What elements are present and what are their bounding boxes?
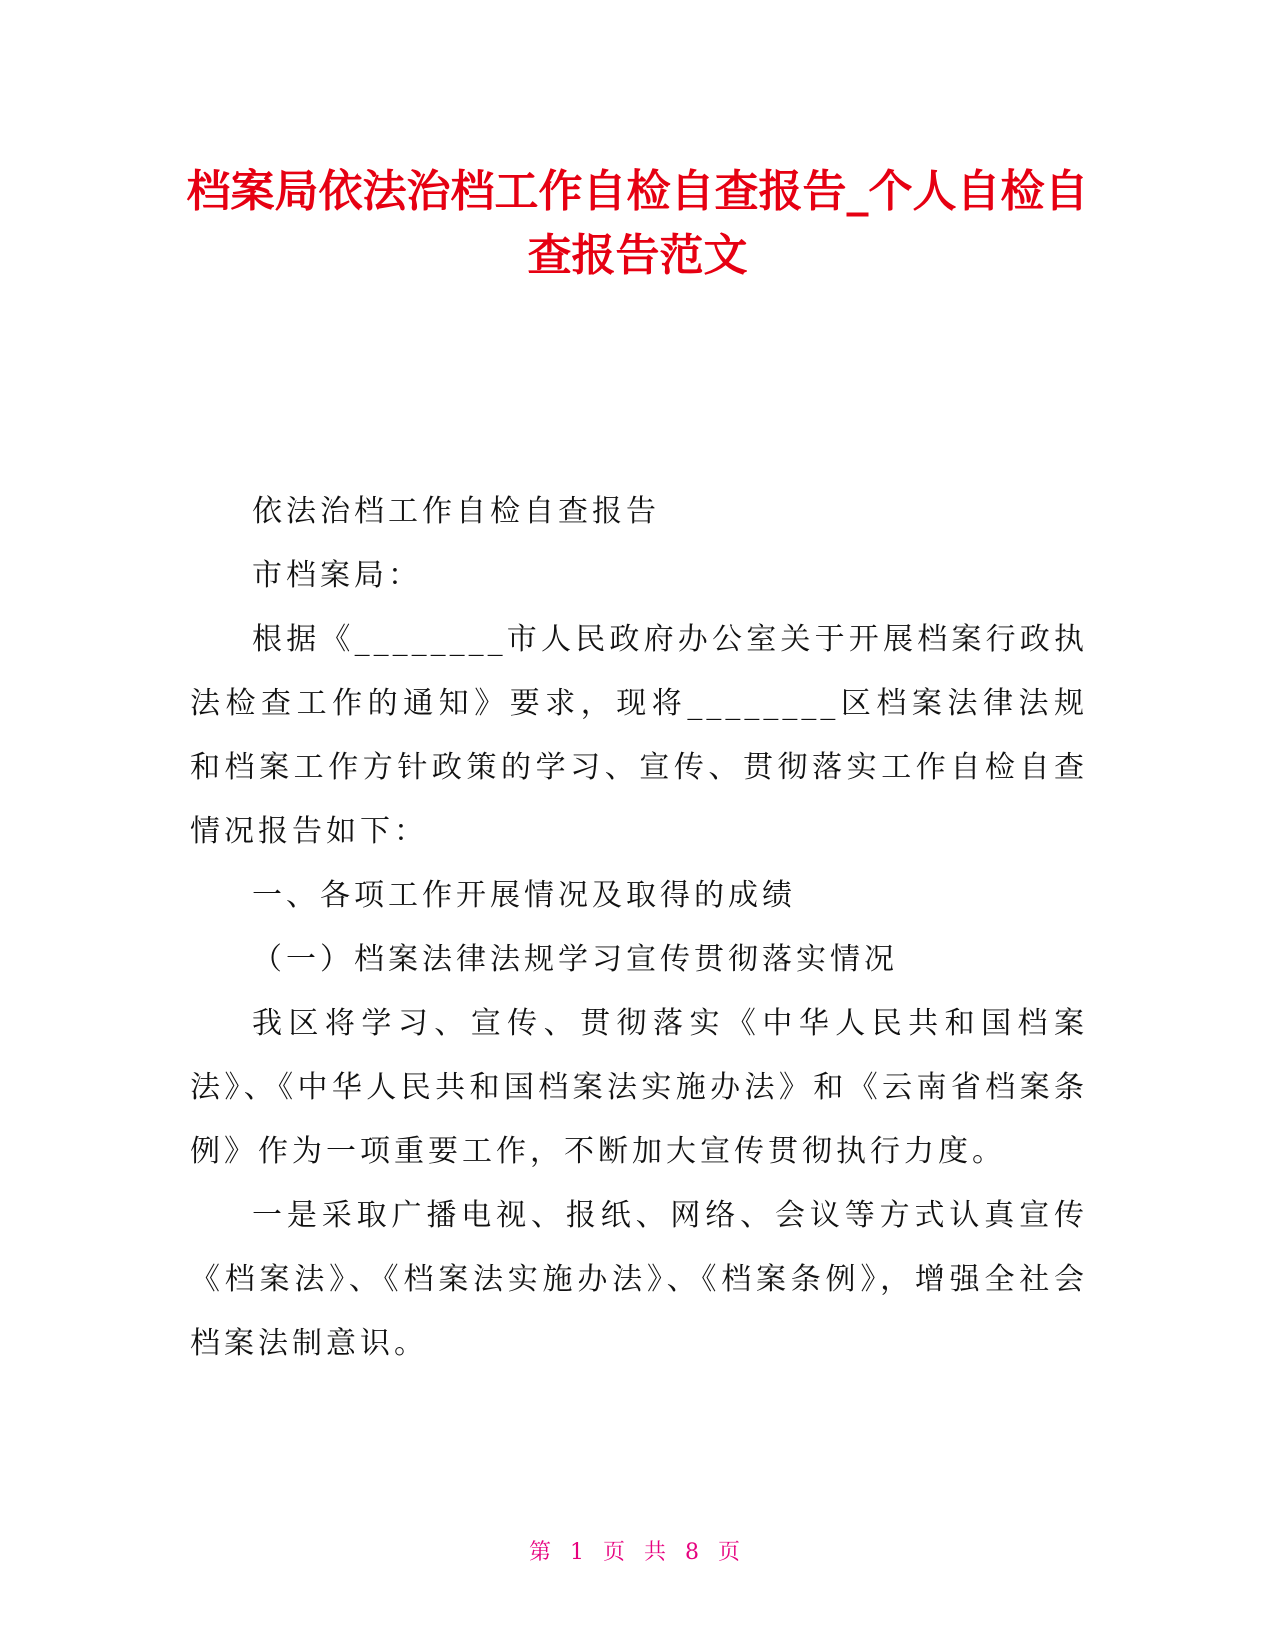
body-paragraph: 一是采取广播电视、报纸、网络、会议等方式认真宣传《档案法》、《档案法实施办法》、《档案条例》，增强全社会档案法制意识。 (190, 1198, 1088, 1361)
title-line-1: 档案局依法治档工作自检自查报告_个人自检自 (186, 166, 1089, 217)
addressee: 市档案局： (252, 558, 422, 593)
document-body (190, 480, 1088, 1376)
section-heading: 一、各项工作开展情况及取得的成绩 (252, 878, 796, 913)
title-line-2: 查报告范文 (527, 230, 748, 281)
body-paragraph: 我区将学习、宣传、贯彻落实《中华人民共和国档案法》、《中华人民共和国档案法实施办法》和《云南省档案条例》作为一项重要工作，不断加大宣传贯彻执行力度。 (190, 1006, 1088, 1169)
intro-paragraph: 根据《________市人民政府办公室关于开展档案行政执法检查工作的通知》要求，现将________区档案法律法规和档案工作方针政策的学习、宣传、贯彻落实工作自检自查情况报告如下： (190, 622, 1088, 849)
subsection-heading: （一）档案法律法规学习宣传贯彻落实情况 (252, 942, 898, 977)
document-title (150, 160, 1125, 288)
page-number: 第 1 页 共 8 页 (529, 1540, 746, 1565)
report-heading: 依法治档工作自检自查报告 (252, 494, 660, 529)
